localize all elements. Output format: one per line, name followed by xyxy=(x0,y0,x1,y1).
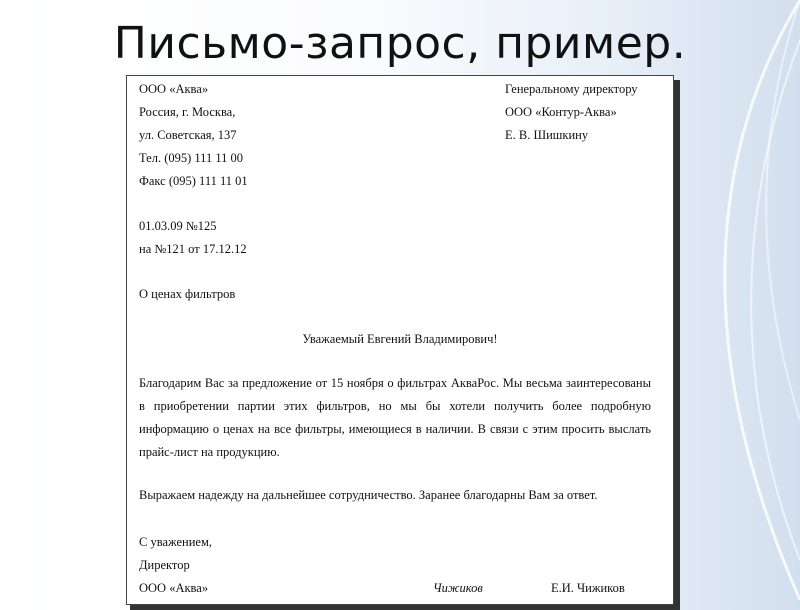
slide-title: Письмо-запрос, пример. xyxy=(113,18,687,69)
letter-document xyxy=(126,75,674,605)
ref-reply: на №121 от 17.12.12 xyxy=(139,242,247,256)
sender-fax: Факс (095) 111 11 01 xyxy=(139,174,248,188)
signer-full-name: Е.И. Чижиков xyxy=(551,581,625,595)
signature: Чижиков xyxy=(433,581,483,595)
sender-company: ООО «Аква» xyxy=(139,82,209,96)
recipient-company: ООО «Контур-Аква» xyxy=(505,105,617,119)
signer-position: Директор xyxy=(139,558,190,572)
signer-company: ООО «Аква» xyxy=(139,581,209,595)
sender-street: ул. Советская, 137 xyxy=(139,128,237,142)
salutation: Уважаемый Евгений Владимирович! xyxy=(302,332,498,346)
sender-phone: Тел. (095) 111 11 00 xyxy=(139,151,244,165)
ref-number: 01.03.09 №125 xyxy=(139,219,217,233)
body-paragraph-2: Выражаем надежду на дальнейшее сотрудничество. Заранее благодарны Вам за ответ. xyxy=(139,488,598,502)
sender-city: Россия, г. Москва, xyxy=(139,105,236,119)
recipient-position: Генеральному директору xyxy=(505,82,638,96)
letter-subject: О ценах фильтров xyxy=(139,287,236,301)
closing: С уважением, xyxy=(139,535,212,549)
recipient-name: Е. В. Шишкину xyxy=(505,128,589,142)
body-paragraph-1: Благодарим Вас за предложение от 15 ноября о фильтрах АкваРос. Мы весьма заинтересованы в приобретении партии этих фильтров, но мы бы хотели получить более подробную информацию о ценах на все фильтры, имеющиеся в наличии. В связи с этим просить выслать прайс-лист на продукцию. xyxy=(139,376,651,459)
